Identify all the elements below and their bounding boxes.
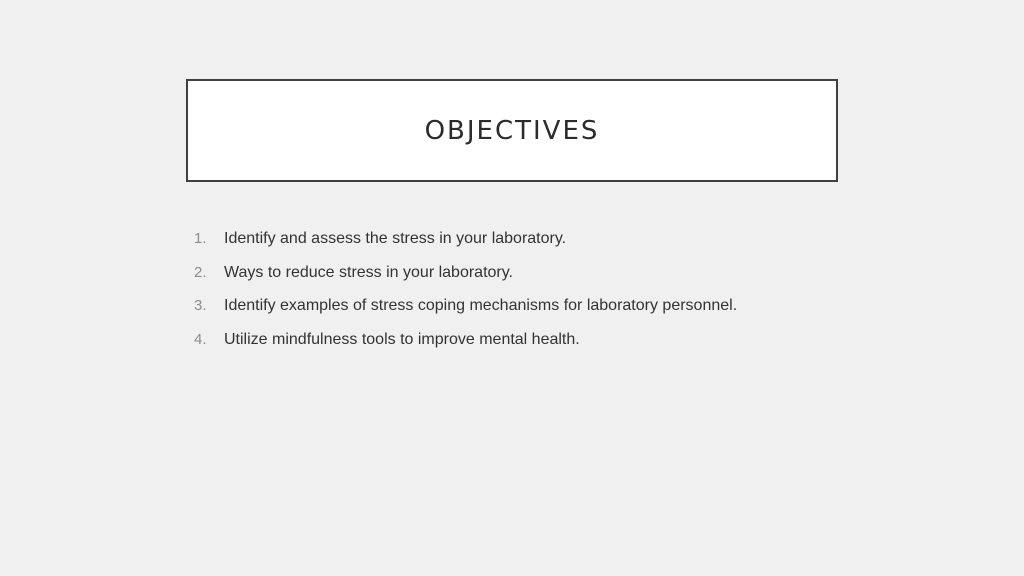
list-item-number: 1. bbox=[194, 230, 207, 247]
list-item-number: 3. bbox=[194, 297, 207, 315]
title-box bbox=[186, 79, 838, 182]
list-item-number: 4. bbox=[194, 330, 207, 348]
list-item-text: Identify and assess the stress in your laboratory. bbox=[224, 230, 567, 247]
list-item bbox=[194, 289, 954, 323]
list-item bbox=[194, 256, 954, 290]
list-item-text: Ways to reduce stress in your laboratory. bbox=[224, 263, 513, 281]
list-item-text: Utilize mindfulness tools to improve mental health. bbox=[224, 330, 580, 348]
list-item bbox=[194, 222, 954, 256]
list-item bbox=[194, 323, 954, 357]
objectives-list bbox=[194, 222, 954, 356]
list-item-number: 2. bbox=[194, 263, 207, 281]
list-item-text: Identify examples of stress coping mechanisms for laboratory personnel. bbox=[224, 297, 738, 315]
slide-title: OBJECTIVES bbox=[424, 115, 600, 146]
